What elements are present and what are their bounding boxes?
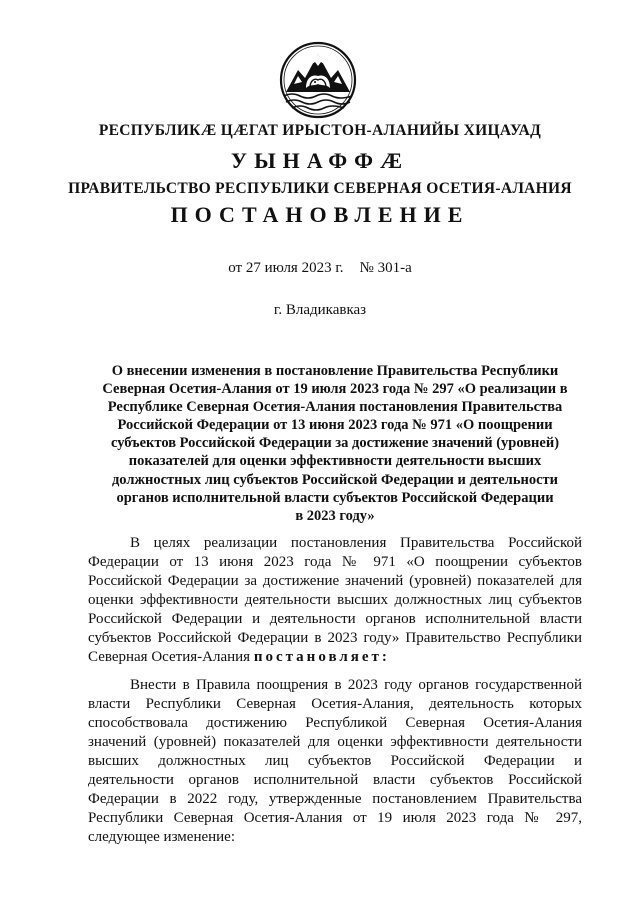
title-line: О внесении изменения в постановление Правительства Республики (111, 363, 559, 379)
title-line: субъектов Российской Федерации за достижение значений (уровней) (110, 435, 560, 452)
decree-date-line (60, 260, 580, 277)
paragraph-line: Федерации в 2022 году, утвержденные постановлением Правительства (88, 791, 582, 807)
header-republic-ossetian: РЕСПУБЛИКÆ ЦÆГАТ ИРЫСТОН-АЛАНИЙЫ ХИЦАУАД (98, 122, 542, 139)
paragraph-line: субъектов Российской Федерации в 2023 году» Правительство Республики (88, 630, 582, 646)
paragraph-line: значений (уровней) показателей для оценки эффективности деятельности (88, 734, 582, 750)
title-line: органов исполнительной власти субъектов Российской Федерации (116, 489, 554, 506)
title-line: Российской Федерации от 13 июня 2023 года № 971 «О поощрении (117, 417, 553, 434)
paragraph-line: власти Республики Северная Осетия-Алания, деятельность которых (88, 696, 582, 712)
coat-of-arms-emblem-icon (278, 40, 358, 120)
paragraph-line: Республики Северная Осетия-Алания от 19 июля 2023 года № 297, (88, 810, 582, 826)
decree-city: г. Владикавказ (273, 302, 367, 318)
title-line: Республике Северная Осетия-Алания постановления Правительства (107, 399, 563, 416)
decree-date: от 27 июля 2023 г. (228, 260, 344, 276)
resolves-keyword: постановляет: (253, 649, 390, 665)
header-decree-russian: ПОСТАНОВЛЕНИЕ (170, 202, 470, 227)
paragraph-line-prefix: Северная Осетия-Алания (88, 649, 251, 665)
decree-number: № 301-а (359, 260, 412, 276)
paragraph-line: способствовала достижению Республикой Северная Осетия-Алания (88, 715, 582, 731)
preamble-paragraph (88, 534, 582, 667)
header-decree-ossetian: УЫНАФФÆ (230, 148, 410, 173)
paragraph-line: высших должностных лиц субъектов Российской Федерации и (88, 753, 582, 769)
amendment-paragraph (88, 676, 582, 847)
title-line: должностных лиц субъектов Российской Федерации и деятельности (111, 471, 559, 488)
title-line: в 2023 году» (295, 507, 375, 524)
paragraph-line: Федерации от 13 июня 2023 года № 971 «О поощрении субъектов (88, 554, 582, 570)
title-line: показателей для оценки эффективности деятельности высших (128, 453, 542, 470)
paragraph-line: Российской Федерации за достижение значений (уровней) показателей для (88, 573, 582, 589)
paragraph-line: деятельности органов исполнительной власти субъектов Российской (88, 772, 582, 788)
paragraph-line: В целях реализации постановления Правительства Российской (130, 535, 582, 551)
paragraph-line: Российской Федерации и деятельности органов исполнительной власти (88, 611, 582, 627)
paragraph-line (88, 648, 582, 667)
decree-title (88, 362, 582, 525)
paragraph-line: оценки эффективности деятельности высших должностных лиц субъектов (88, 592, 582, 608)
paragraph-line: следующее изменение: (88, 829, 236, 845)
title-line: Северная Осетия-Алания от 19 июля 2023 года № 297 «О реализации в (102, 381, 568, 398)
header-government-russian: ПРАВИТЕЛЬСТВО РЕСПУБЛИКИ СЕВЕРНАЯ ОСЕТИЯ-АЛАНИЯ (68, 180, 572, 197)
paragraph-line: Внести в Правила поощрения в 2023 году органов государственной (130, 677, 582, 693)
